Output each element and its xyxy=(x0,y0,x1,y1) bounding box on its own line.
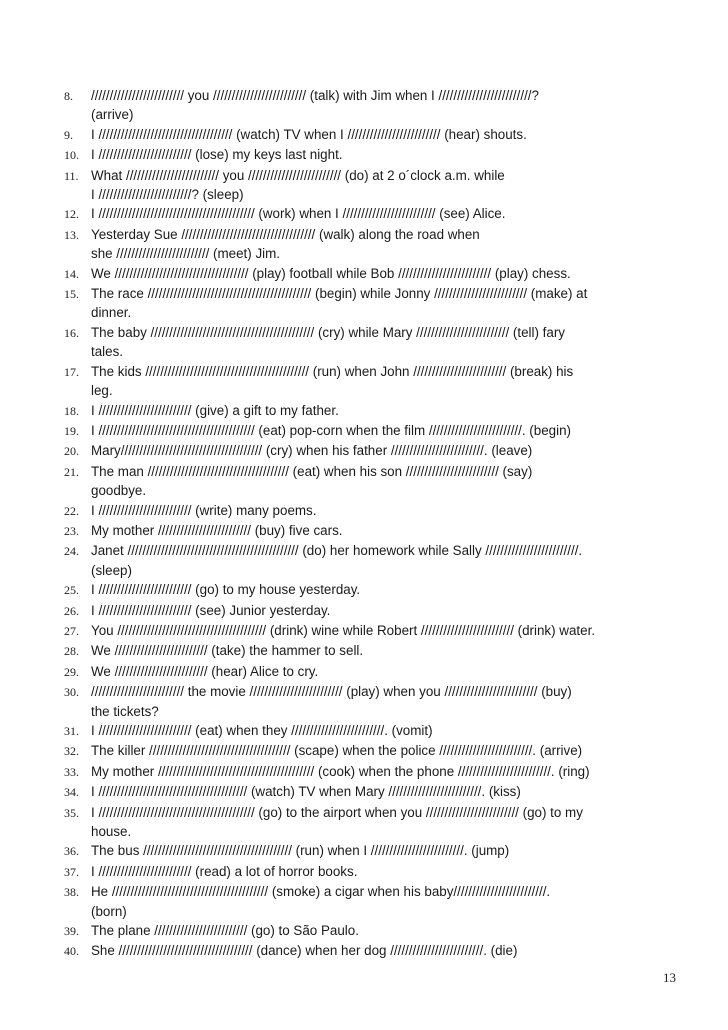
exercise-number: 26. xyxy=(64,603,79,618)
exercise-item xyxy=(64,462,676,501)
exercise-sentence: He ////////////////////////////////////////// (smoke) a cigar when his baby/////////////////////////. (born) xyxy=(91,884,551,919)
exercise-item xyxy=(64,621,676,641)
exercise-number: 34. xyxy=(64,785,79,800)
exercise-item xyxy=(64,501,676,521)
exercise-sentence: The race //////////////////////////////////////////// (begin) while Jonny ///////////////////////// (make) at dinner. xyxy=(91,286,588,321)
exercise-item xyxy=(64,721,676,741)
exercise-number: 23. xyxy=(64,523,79,538)
exercise-number: 35. xyxy=(64,805,79,820)
exercise-item xyxy=(64,86,676,125)
exercise-sentence: You //////////////////////////////////////// (drink) wine while Robert ///////////////////////// (drink) water. xyxy=(91,622,596,638)
exercise-number: 21. xyxy=(64,464,79,479)
exercise-item xyxy=(64,762,676,782)
exercise-number: 37. xyxy=(64,864,79,879)
exercise-sentence: We ///////////////////////// (hear) Alice to cry. xyxy=(91,663,319,679)
exercise-number: 28. xyxy=(64,644,79,659)
exercise-number: 31. xyxy=(64,724,79,738)
exercise-number: 19. xyxy=(64,423,79,438)
exercise-sentence: The plane ///////////////////////// (go) to São Paulo. xyxy=(91,923,359,939)
exercise-number: 32. xyxy=(64,744,79,759)
exercise-number: 8. xyxy=(64,89,73,103)
exercise-item xyxy=(64,803,676,842)
exercise-sentence: I ////////////////////////////////////////// (go) to the airport when you ///////////////////////// (go) to my house. xyxy=(91,804,583,840)
exercise-sentence: The kids //////////////////////////////////////////// (run) when John ///////////////////////// (break) his leg. xyxy=(91,363,574,399)
exercise-item xyxy=(64,682,676,721)
exercise-item xyxy=(64,284,676,323)
exercise-number: 13. xyxy=(64,227,79,242)
exercise-sentence: She //////////////////////////////////// (dance) when her dog /////////////////////////. (die) xyxy=(91,943,518,959)
exercise-sentence: I ///////////////////////// (read) a lot of horror books. xyxy=(91,863,358,879)
exercise-item xyxy=(64,921,676,941)
exercise-item xyxy=(64,323,676,362)
exercise-item xyxy=(64,641,676,661)
exercise-number: 17. xyxy=(64,364,79,379)
exercise-item xyxy=(64,264,676,284)
exercise-number: 33. xyxy=(64,764,79,779)
exercise-sentence: What ///////////////////////// you ///////////////////////// (do) at 2 o´clock a.m. while I /////////////////////////? (sleep) xyxy=(91,167,505,203)
exercise-sentence: The baby //////////////////////////////////////////// (cry) while Mary ///////////////////////// (tell) fary tales. xyxy=(91,324,565,360)
exercise-sentence: I //////////////////////////////////////// (watch) TV when Mary /////////////////////////. (kiss) xyxy=(91,784,521,800)
exercise-number: 29. xyxy=(64,664,79,679)
exercise-sentence: We ///////////////////////// (take) the hammer to sell. xyxy=(91,643,364,659)
exercise-sentence: Janet ////////////////////////////////////////////// (do) her homework while Sally /////////////////////////. (sleep) xyxy=(91,543,583,578)
exercise-number: 27. xyxy=(64,623,79,638)
exercise-sentence: I ///////////////////////// (eat) when they /////////////////////////. (vomit) xyxy=(91,723,433,738)
exercise-number: 38. xyxy=(64,885,79,900)
exercise-item xyxy=(64,441,676,461)
exercise-list xyxy=(64,86,676,962)
exercise-sentence: ///////////////////////// the movie ///////////////////////// (play) when you ///////////////////////// (buy) the tickets? xyxy=(91,684,572,719)
exercise-number: 18. xyxy=(64,403,79,418)
exercise-number: 25. xyxy=(64,583,79,598)
exercise-number: 22. xyxy=(64,503,79,518)
exercise-item xyxy=(64,521,676,541)
exercise-sentence: We //////////////////////////////////// (play) football while Bob ///////////////////////// (play) chess. xyxy=(91,265,571,281)
exercise-number: 36. xyxy=(64,844,79,859)
exercise-number: 9. xyxy=(64,127,73,142)
exercise-number: 20. xyxy=(64,444,79,459)
exercise-item xyxy=(64,941,676,961)
exercise-number: 16. xyxy=(64,325,79,340)
exercise-number: 30. xyxy=(64,685,79,700)
exercise-item xyxy=(64,741,676,761)
exercise-item xyxy=(64,204,676,224)
exercise-sentence: I ////////////////////////////////////////// (work) when I ///////////////////////// (see) Alice. xyxy=(91,206,506,222)
exercise-item xyxy=(64,145,676,165)
exercise-item xyxy=(64,166,676,205)
exercise-item xyxy=(64,541,676,580)
exercise-sentence: The bus //////////////////////////////////////// (run) when I /////////////////////////. (jump) xyxy=(91,843,510,859)
exercise-item xyxy=(64,580,676,600)
exercise-sentence: I ///////////////////////// (lose) my keys last night. xyxy=(91,147,343,163)
exercise-sentence: I ///////////////////////// (go) to my house yesterday. xyxy=(91,582,361,598)
exercise-sentence: The man ////////////////////////////////////// (eat) when his son ///////////////////////// (say) goodbye. xyxy=(91,463,533,499)
exercise-sentence: I ///////////////////////// (see) Junior yesterday. xyxy=(91,602,331,618)
exercise-sentence: My mother ///////////////////////// (buy) five cars. xyxy=(91,522,343,538)
exercise-item xyxy=(64,362,676,401)
exercise-sentence: I ////////////////////////////////////////// (eat) pop-corn when the film /////////////////////////. (begin) xyxy=(91,422,571,438)
exercise-item xyxy=(64,882,676,921)
exercise-item xyxy=(64,421,676,441)
exercise-number: 15. xyxy=(64,287,79,302)
exercise-item xyxy=(64,225,676,264)
exercise-item xyxy=(64,401,676,421)
exercise-item xyxy=(64,125,676,145)
exercise-number: 24. xyxy=(64,544,79,559)
exercise-sentence: I //////////////////////////////////// (watch) TV when I ///////////////////////// (hear) shouts. xyxy=(91,126,527,142)
exercise-sentence: The killer ////////////////////////////////////// (scape) when the police /////////////////////////. (arrive) xyxy=(91,743,583,759)
exercise-sentence: I ///////////////////////// (write) many poems. xyxy=(91,502,317,518)
exercise-item xyxy=(64,662,676,682)
exercise-number: 14. xyxy=(64,266,79,281)
exercise-item xyxy=(64,841,676,861)
exercise-sentence: Yesterday Sue //////////////////////////////////// (walk) along the road when she ///////////////////////// (meet) Jim. xyxy=(91,226,480,262)
exercise-sentence: My mother ////////////////////////////////////////// (cook) when the phone /////////////////////////. (ring) xyxy=(91,763,590,779)
exercise-sentence: ///////////////////////// you ///////////////////////// (talk) with Jim when I /////////////////////////? (arrive) xyxy=(91,88,539,123)
exercise-sentence: Mary////////////////////////////////////// (cry) when his father /////////////////////////. (leave) xyxy=(91,443,533,459)
exercise-number: 40. xyxy=(64,944,79,959)
exercise-number: 10. xyxy=(64,148,79,163)
exercise-sentence: I ///////////////////////// (give) a gift to my father. xyxy=(91,402,339,418)
exercise-item xyxy=(64,782,676,802)
page-number: 13 xyxy=(663,970,676,985)
exercise-number: 11. xyxy=(64,168,79,183)
exercise-number: 12. xyxy=(64,207,79,222)
exercise-item xyxy=(64,601,676,621)
exercise-item xyxy=(64,862,676,882)
exercise-number: 39. xyxy=(64,924,79,939)
